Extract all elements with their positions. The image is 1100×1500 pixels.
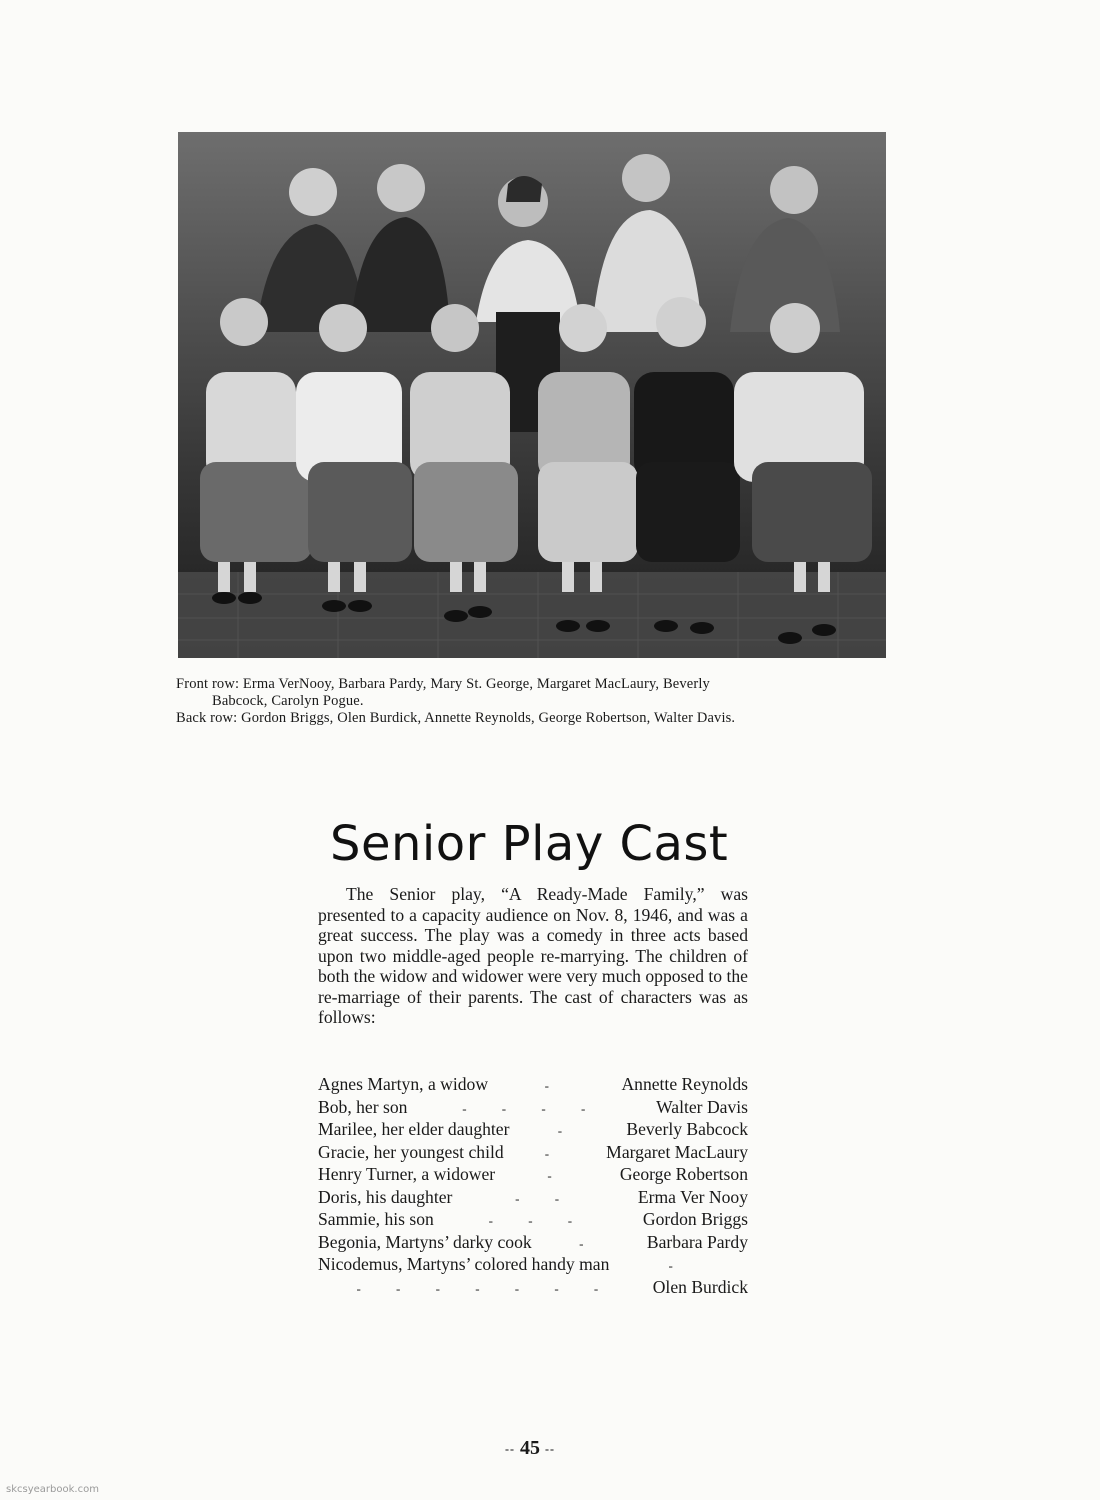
cast-leader: - - - - - - - [356, 1280, 615, 1296]
cast-leader: - [544, 1145, 566, 1161]
cast-line [318, 1232, 748, 1255]
cast-actor: Barbara Pardy [646, 1231, 748, 1252]
cast-actor: Annette Reynolds [621, 1074, 748, 1094]
cast-role: Begonia, Martyns’ darky cook [318, 1231, 532, 1252]
cast-role: Doris, his daughter [318, 1186, 453, 1207]
cast-line [318, 1097, 748, 1120]
caption-front-row-continued: Babcock, Carolyn Pogue. [212, 693, 364, 709]
cast-leader: - - - - [462, 1100, 602, 1116]
cast-line [318, 1164, 748, 1187]
cast-line [318, 1277, 748, 1300]
photo-caption [176, 676, 888, 727]
cast-role: Agnes Martyn, a widow [318, 1074, 489, 1094]
cast-actor: Gordon Briggs [642, 1209, 748, 1229]
cast-line [318, 1254, 748, 1277]
cast-actor: Margaret MacLaury [606, 1141, 748, 1162]
cast-leader: - [547, 1168, 568, 1183]
cast-line [318, 1209, 748, 1232]
cast-role: Gracie, her youngest child [318, 1141, 504, 1162]
cast-leader: - [544, 1078, 565, 1093]
cast-line [318, 1187, 748, 1210]
cast-group-photo [178, 132, 886, 658]
article-body [318, 884, 748, 1028]
cast-leader: - - [515, 1190, 576, 1206]
cast-actor: Olen Burdick [652, 1276, 748, 1297]
cast-actor: George Robertson [619, 1164, 748, 1184]
cast-role: Nicodemus, Martyns’ colored handy man [318, 1254, 610, 1274]
site-watermark: skcsyearbook.com [6, 1484, 99, 1495]
page-number-ornament-right: -- [545, 1441, 555, 1456]
page-number-ornament-left: -- [505, 1441, 515, 1456]
cast-leader: - [579, 1235, 600, 1251]
page-number [480, 1437, 580, 1460]
cast-role: Henry Turner, a widower [318, 1164, 496, 1184]
caption-front-row: Front row: Erma VerNooy, Barbara Pardy, Mary St. George, Margaret MacLaury, Beverly [176, 676, 710, 692]
cast-list [318, 1074, 748, 1299]
cast-actor: Erma Ver Nooy [637, 1186, 748, 1207]
cast-leader: - - - [488, 1213, 589, 1228]
cast-leader: - [668, 1258, 689, 1273]
cast-role: Bob, her son [318, 1096, 408, 1117]
cast-line [318, 1142, 748, 1165]
cast-actor: Beverly Babcock [626, 1119, 748, 1139]
cast-leader: - [557, 1123, 579, 1138]
group-photo-image [178, 132, 886, 658]
page-number-value: 45 [520, 1437, 540, 1459]
cast-actor: Walter Davis [656, 1096, 748, 1117]
page-title: Senior Play Cast [330, 816, 729, 872]
cast-line [318, 1119, 748, 1142]
cast-role: Marilee, her elder daughter [318, 1119, 510, 1139]
cast-role: Sammie, his son [318, 1209, 434, 1229]
cast-line [318, 1074, 748, 1097]
caption-back-row: Back row: Gordon Briggs, Olen Burdick, Annette Reynolds, George Robertson, Walter Davis. [176, 710, 736, 726]
article-paragraph: The Senior play, “A Ready-Made Family,” was presented to a capacity audience on Nov. 8, 1946, and was a great success. The play was a comedy in three acts based upon two middle-aged people re-marrying. The children of both the widow and widower were very much opposed to the re-marriage of their parents. The cast of characters was as follows: [318, 884, 748, 1027]
